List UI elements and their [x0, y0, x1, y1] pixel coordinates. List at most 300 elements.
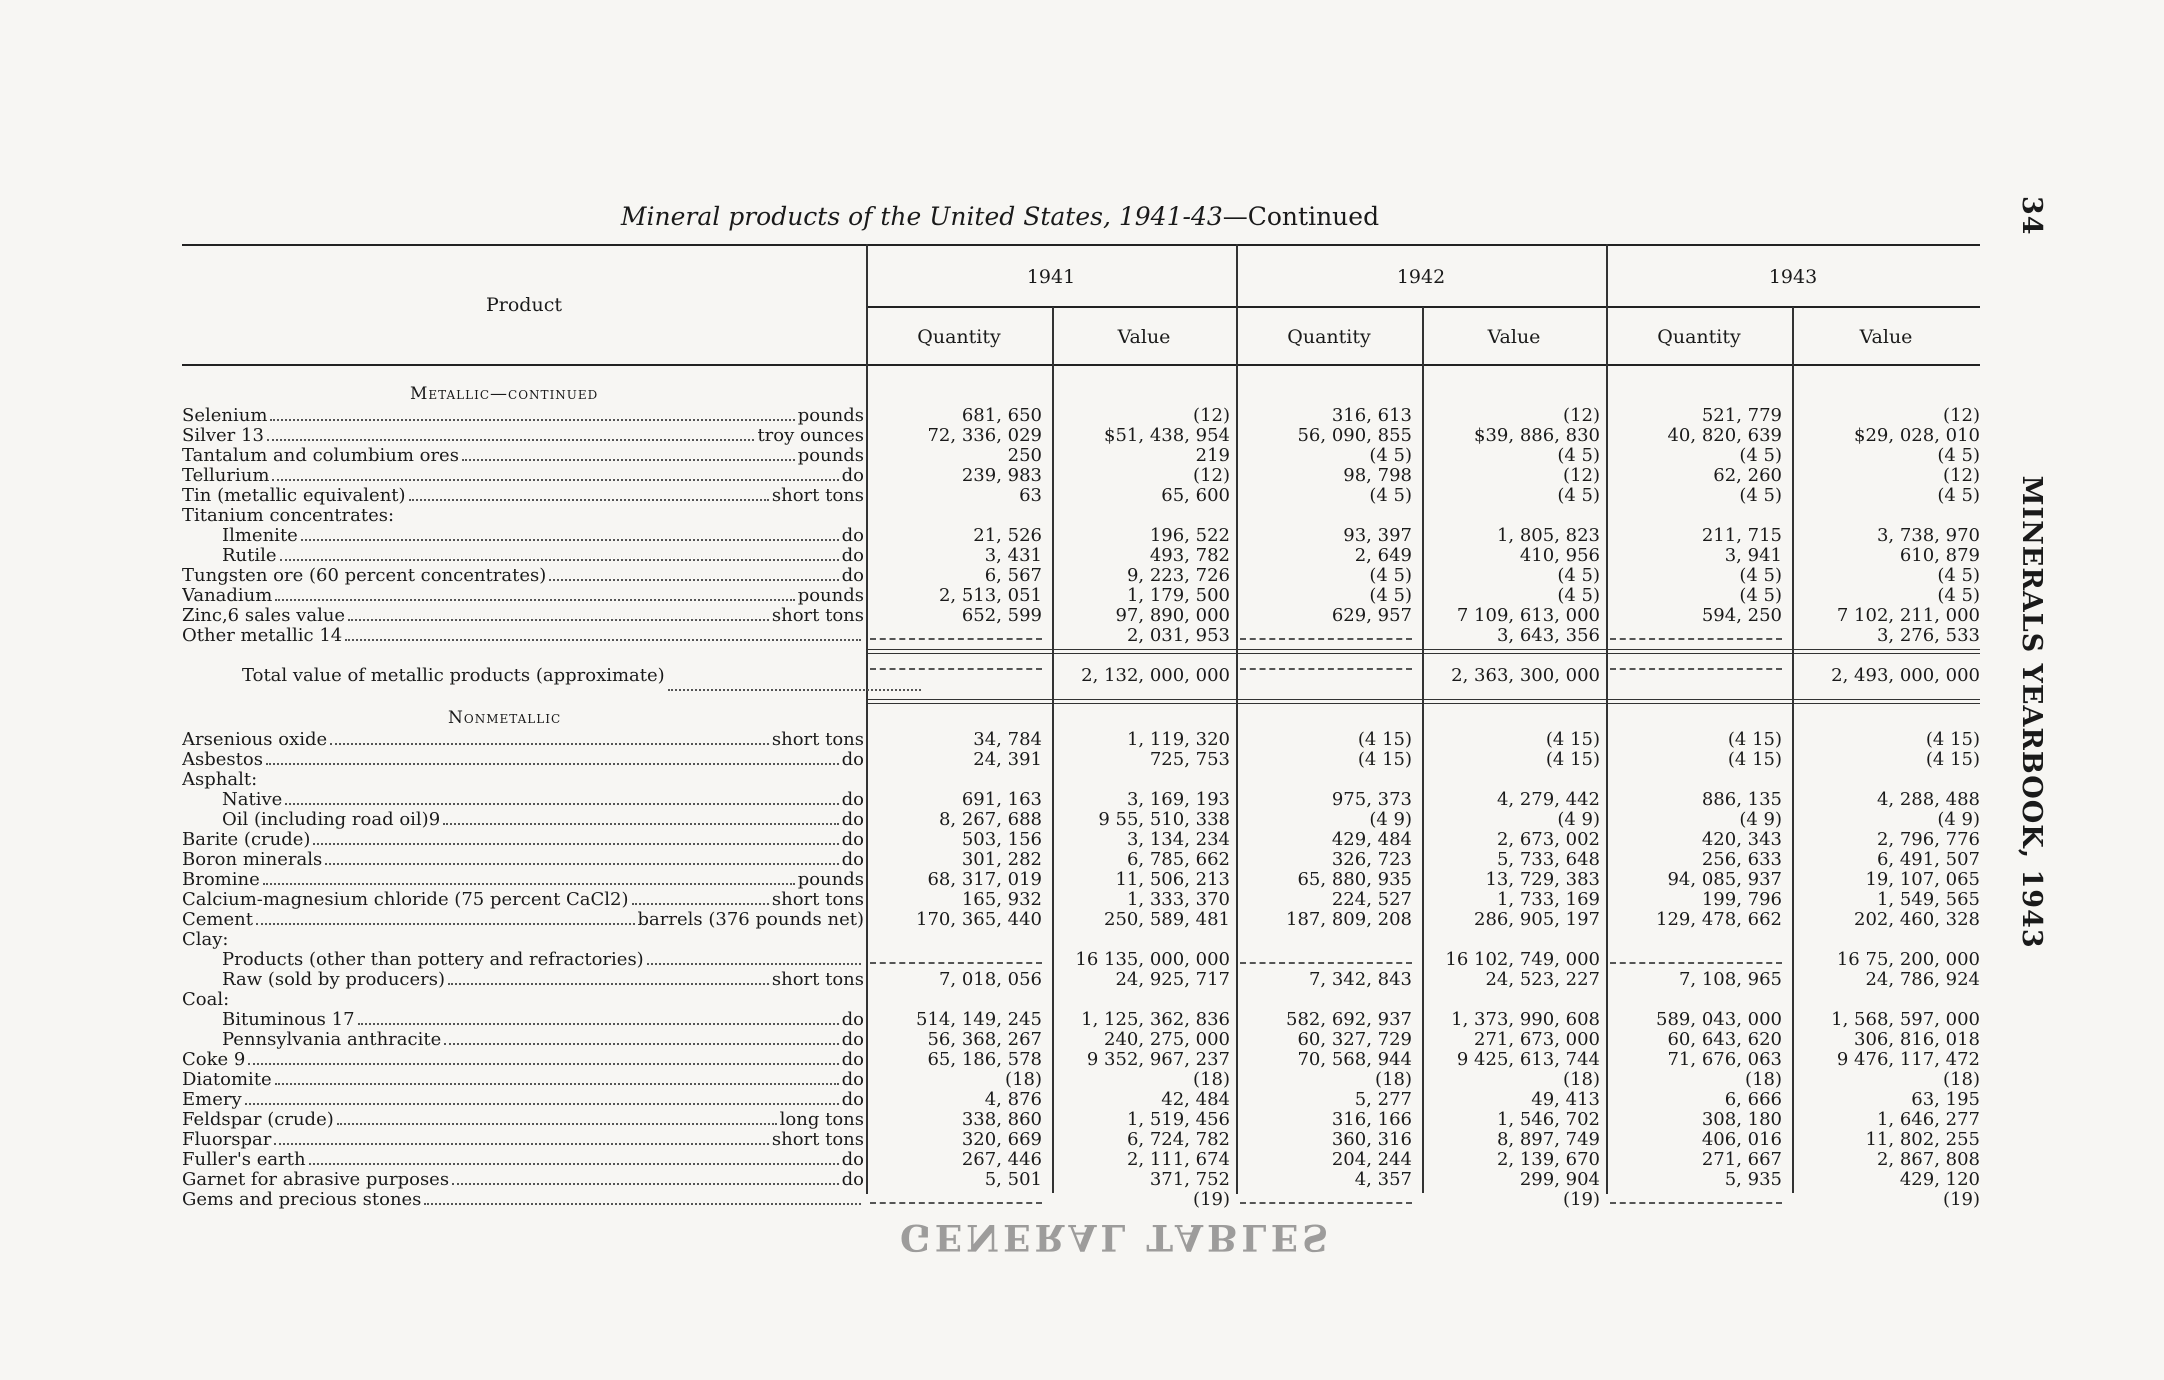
quantity-header: Quantity [1287, 326, 1371, 348]
cell-q1943: 521, 779 [1701, 405, 1782, 426]
cell-v1942: (4 5) [1557, 565, 1600, 586]
product-label [182, 970, 864, 990]
cell-v1941: 2, 111, 674 [1126, 1149, 1230, 1170]
product-label [182, 466, 864, 486]
product-name: Tin (metallic equivalent) [182, 486, 406, 506]
cell-v1941: 16 135, 000, 000 [1075, 949, 1230, 970]
cell-v1941: 9 352, 967, 237 [1086, 1049, 1230, 1070]
product-name: Barite (crude) [182, 830, 311, 850]
product-unit: do [841, 850, 864, 870]
cell-v1941: 97, 890, 000 [1115, 605, 1230, 626]
cell-v1943: 2, 867, 808 [1876, 1149, 1980, 1170]
total-q1943 [1610, 656, 1782, 670]
product-label [182, 790, 864, 810]
product-label [182, 546, 864, 566]
cell-v1943: (19) [1943, 1189, 1980, 1210]
product-unit: short tons [771, 486, 864, 506]
cell-v1941: 9, 223, 726 [1126, 565, 1230, 586]
cell-q1943: 94, 085, 937 [1667, 869, 1782, 890]
cell-q1943: 211, 715 [1701, 525, 1782, 546]
cell-v1942: (12) [1563, 405, 1600, 426]
cell-v1942: (4 5) [1557, 445, 1600, 466]
product-unit: pounds [797, 870, 864, 890]
product-unit: do [841, 810, 864, 830]
table-top-rule [182, 244, 1980, 246]
product-name: Native [222, 790, 283, 810]
table-row [0, 406, 2000, 426]
cell-v1942: (4 5) [1557, 485, 1600, 506]
cell-q1941: 165, 932 [961, 889, 1042, 910]
cell-q1942: (4 5) [1369, 585, 1412, 606]
product-header: Product [486, 294, 562, 316]
cell-q1943: 129, 478, 662 [1656, 909, 1782, 930]
product-label [182, 830, 864, 850]
cell-q1943: (4 5) [1739, 445, 1782, 466]
table-row [0, 606, 2000, 626]
cell-q1941: 65, 186, 578 [927, 1049, 1042, 1070]
product-label [182, 446, 864, 466]
product-unit: do [841, 526, 864, 546]
product-unit: barrels (376 pounds net) [637, 910, 864, 930]
cell-v1941: $51, 438, 954 [1104, 425, 1230, 446]
table-row [0, 566, 2000, 586]
total-label: Total value of metallic products (approximate) [242, 656, 924, 696]
section-heading-nonmetallic: Nonmetallic [448, 708, 562, 728]
cell-v1942: 13, 729, 383 [1485, 869, 1600, 890]
product-name: Vanadium [182, 586, 273, 606]
cell-q1943 [1610, 950, 1782, 964]
cell-q1943: (4 5) [1739, 565, 1782, 586]
cell-q1941: 2, 513, 051 [938, 585, 1042, 606]
cell-q1943: (4 15) [1727, 729, 1782, 750]
cell-q1942: 2, 649 [1354, 545, 1412, 566]
cell-v1942: (4 15) [1545, 729, 1600, 750]
table-row [0, 1030, 2000, 1050]
product-label [182, 930, 864, 950]
cell-q1942: 7, 342, 843 [1308, 969, 1412, 990]
cell-q1942 [1240, 1190, 1412, 1204]
cell-q1943: (4 15) [1727, 749, 1782, 770]
product-unit: troy ounces [757, 426, 864, 446]
running-head-text: MINERALS YEARBOOK, 1943 [2016, 475, 2047, 949]
cell-q1941: 338, 860 [961, 1109, 1042, 1130]
product-name: Oil (including road oil)9 [222, 810, 441, 830]
cell-q1941 [870, 1190, 1042, 1204]
cell-q1941: 681, 650 [961, 405, 1042, 426]
table-row [0, 950, 2000, 970]
cell-q1942: 98, 798 [1343, 465, 1412, 486]
table-row [0, 990, 2000, 1010]
product-unit: do [841, 1070, 864, 1090]
product-name: Asphalt: [182, 770, 258, 790]
product-label [182, 486, 864, 506]
metallic-rows [0, 406, 2000, 646]
cell-q1942: 629, 957 [1331, 605, 1412, 626]
cell-v1943: (12) [1943, 465, 1980, 486]
table-row [0, 1190, 2000, 1210]
total-q1942 [1240, 656, 1412, 670]
cell-v1941: 65, 600 [1161, 485, 1230, 506]
cell-v1943: (4 9) [1937, 809, 1980, 830]
quantity-header: Quantity [917, 326, 1001, 348]
cell-v1941: 2, 031, 953 [1126, 625, 1230, 646]
product-unit: do [841, 1150, 864, 1170]
cell-q1941: 68, 317, 019 [927, 869, 1042, 890]
product-name: Arsenious oxide [182, 730, 328, 750]
table-row [0, 890, 2000, 910]
cell-v1943: 1, 646, 277 [1876, 1109, 1980, 1130]
cell-q1941: (18) [1005, 1069, 1042, 1090]
product-unit: pounds [797, 586, 864, 606]
table-row [0, 1070, 2000, 1090]
cell-v1941: (18) [1193, 1069, 1230, 1090]
table-row [0, 910, 2000, 930]
product-label [182, 770, 864, 790]
cell-v1942: 2, 139, 670 [1496, 1149, 1600, 1170]
cell-v1941: 24, 925, 717 [1115, 969, 1230, 990]
cell-q1942: 429, 484 [1331, 829, 1412, 850]
cell-q1943: 62, 260 [1713, 465, 1782, 486]
cell-v1942: 1, 373, 990, 608 [1451, 1009, 1600, 1030]
cell-v1943: (4 5) [1937, 585, 1980, 606]
product-label [182, 1110, 864, 1130]
table-row [0, 1050, 2000, 1070]
table-row [0, 586, 2000, 606]
cell-v1942: 7 109, 613, 000 [1456, 605, 1600, 626]
product-unit: long tons [779, 1110, 864, 1130]
product-name: Garnet for abrasive purposes [182, 1170, 450, 1190]
total-q1941 [870, 656, 1042, 670]
product-label [182, 506, 864, 526]
table-row [0, 790, 2000, 810]
cell-v1942: 9 425, 613, 744 [1456, 1049, 1600, 1070]
table-row [0, 970, 2000, 990]
product-name: Ilmenite [222, 526, 298, 546]
cell-q1941: 3, 431 [984, 545, 1042, 566]
cell-q1942: 360, 316 [1331, 1129, 1412, 1150]
cell-v1942: 271, 673, 000 [1474, 1029, 1600, 1050]
product-unit: short tons [771, 730, 864, 750]
cell-q1943: 420, 343 [1701, 829, 1782, 850]
cell-v1941: (12) [1193, 465, 1230, 486]
cell-q1943: 256, 633 [1701, 849, 1782, 870]
table-row [0, 1010, 2000, 1030]
product-name: Raw (sold by producers) [222, 970, 446, 990]
cell-q1943: 886, 135 [1701, 789, 1782, 810]
product-name: Gems and precious stones [182, 1190, 422, 1210]
product-name: Diatomite [182, 1070, 272, 1090]
product-label [182, 890, 864, 910]
cell-q1942: 187, 809, 208 [1286, 909, 1412, 930]
cell-q1942: 204, 244 [1331, 1149, 1412, 1170]
cell-q1943: 594, 250 [1701, 605, 1782, 626]
product-name: Feldspar (crude) [182, 1110, 334, 1130]
cell-q1942: 56, 090, 855 [1297, 425, 1412, 446]
cell-q1941: 691, 163 [961, 789, 1042, 810]
cell-v1943: 3, 276, 533 [1876, 625, 1980, 646]
cell-q1941: 5, 501 [984, 1169, 1042, 1190]
cell-q1943: 60, 643, 620 [1667, 1029, 1782, 1050]
page-title-text: Mineral products of the United States, 1941-43 [620, 202, 1223, 231]
cell-q1943: 40, 820, 639 [1667, 425, 1782, 446]
cell-q1941: 514, 149, 245 [916, 1009, 1042, 1030]
cell-v1943: 610, 879 [1899, 545, 1980, 566]
product-unit: short tons [771, 890, 864, 910]
cell-q1943 [1610, 1190, 1782, 1204]
cell-q1942 [1240, 950, 1412, 964]
cell-v1943: 7 102, 211, 000 [1836, 605, 1980, 626]
table-row [0, 750, 2000, 770]
cell-q1942: 316, 166 [1331, 1109, 1412, 1130]
cell-v1943: 9 476, 117, 472 [1836, 1049, 1980, 1070]
cell-v1942: (4 15) [1545, 749, 1600, 770]
table-row [0, 1170, 2000, 1190]
cell-q1941: 503, 156 [961, 829, 1042, 850]
cell-v1943: 202, 460, 328 [1854, 909, 1980, 930]
cell-q1941: 239, 983 [961, 465, 1042, 486]
product-unit: do [841, 566, 864, 586]
product-name: Zinc,6 sales value [182, 606, 346, 626]
product-name: Coal: [182, 990, 230, 1010]
cell-v1943: 24, 786, 924 [1865, 969, 1980, 990]
cell-q1942: 316, 613 [1331, 405, 1412, 426]
year-header-1943: 1943 [1768, 266, 1818, 288]
cell-q1942: 975, 373 [1331, 789, 1412, 810]
table-row [0, 770, 2000, 790]
table-row [0, 850, 2000, 870]
cell-q1943: 3, 941 [1724, 545, 1782, 566]
cell-q1941: 34, 784 [973, 729, 1042, 750]
cell-v1943: 2, 796, 776 [1876, 829, 1980, 850]
cell-v1942: 5, 733, 648 [1496, 849, 1600, 870]
cell-q1943: 71, 676, 063 [1667, 1049, 1782, 1070]
year-header-1942: 1942 [1396, 266, 1446, 288]
cell-q1942: (4 5) [1369, 565, 1412, 586]
product-label [182, 1030, 864, 1050]
product-name: Silver 13 [182, 426, 264, 446]
cell-v1941: 1, 125, 362, 836 [1081, 1009, 1230, 1030]
product-unit: do [841, 1030, 864, 1050]
cell-v1941: (12) [1193, 405, 1230, 426]
cell-q1942: 4, 357 [1354, 1169, 1412, 1190]
product-label [182, 990, 864, 1010]
product-name: Clay: [182, 930, 229, 950]
table-body [0, 382, 2000, 1210]
cell-v1941: 1, 519, 456 [1126, 1109, 1230, 1130]
cell-v1941: 3, 134, 234 [1126, 829, 1230, 850]
product-name: Tungsten ore (60 percent concentrates) [182, 566, 547, 586]
cell-v1941: 1, 333, 370 [1126, 889, 1230, 910]
cell-q1941: 250 [1007, 445, 1042, 466]
table-row [0, 930, 2000, 950]
value-header: Value [1487, 326, 1541, 348]
cell-q1943: 5, 935 [1724, 1169, 1782, 1190]
product-unit: do [841, 830, 864, 850]
product-label [182, 1050, 864, 1070]
product-label [182, 586, 864, 606]
cell-v1942: 3, 643, 356 [1496, 625, 1600, 646]
cell-q1941: 7, 018, 056 [938, 969, 1042, 990]
product-name: Products (other than pottery and refractories) [222, 950, 644, 970]
table-row [0, 466, 2000, 486]
cell-v1942: 2, 673, 002 [1496, 829, 1600, 850]
cell-q1941: 6, 567 [984, 565, 1042, 586]
cell-q1942: 5, 277 [1354, 1089, 1412, 1110]
table-row [0, 506, 2000, 526]
product-name: Titanium concentrates: [182, 506, 395, 526]
total-rule [0, 696, 2000, 706]
product-label [182, 750, 864, 770]
product-unit: do [841, 1170, 864, 1190]
product-unit: do [841, 466, 864, 486]
product-name: Fluorspar [182, 1130, 272, 1150]
cell-q1942: 582, 692, 937 [1286, 1009, 1412, 1030]
cell-v1943: (18) [1943, 1069, 1980, 1090]
cell-v1941: 196, 522 [1149, 525, 1230, 546]
product-name: Selenium [182, 406, 268, 426]
product-label [182, 606, 864, 626]
cell-v1943: (4 5) [1937, 445, 1980, 466]
cell-v1941: 6, 724, 782 [1126, 1129, 1230, 1150]
table-row [0, 870, 2000, 890]
cell-q1942: (4 15) [1357, 729, 1412, 750]
product-label [182, 526, 864, 546]
page-title-suffix: —Continued [1222, 202, 1380, 231]
total-v1942: 2, 363, 300, 000 [1451, 665, 1600, 686]
cell-q1943: 308, 180 [1701, 1109, 1782, 1130]
product-unit: do [841, 790, 864, 810]
cell-v1942: 16 102, 749, 000 [1445, 949, 1600, 970]
cell-v1942: (18) [1563, 1069, 1600, 1090]
product-name: Asbestos [182, 750, 263, 770]
table-row [0, 526, 2000, 546]
cell-q1941 [870, 950, 1042, 964]
cell-v1943: $29, 028, 010 [1854, 425, 1980, 446]
cell-v1941: 11, 506, 213 [1115, 869, 1230, 890]
cell-q1941: 301, 282 [961, 849, 1042, 870]
product-unit: pounds [797, 446, 864, 466]
cell-q1941: 8, 267, 688 [938, 809, 1042, 830]
product-label [182, 1130, 864, 1150]
cell-v1943: (4 5) [1937, 565, 1980, 586]
cell-v1941: (19) [1193, 1189, 1230, 1210]
product-name: Emery [182, 1090, 242, 1110]
product-label [182, 910, 864, 930]
cell-q1943: 199, 796 [1701, 889, 1782, 910]
total-v1941: 2, 132, 000, 000 [1081, 665, 1230, 686]
cell-v1941: 371, 752 [1149, 1169, 1230, 1190]
product-label [182, 1070, 864, 1090]
table-row [0, 1150, 2000, 1170]
cell-v1942: (12) [1563, 465, 1600, 486]
product-name: Boron minerals [182, 850, 323, 870]
cell-v1943: 16 75, 200, 000 [1836, 949, 1980, 970]
cell-q1943: 7, 108, 965 [1678, 969, 1782, 990]
cell-v1942: 8, 897, 749 [1496, 1129, 1600, 1150]
table-row [0, 1090, 2000, 1110]
product-label [182, 1170, 864, 1190]
page-number: 34 [2016, 196, 2047, 236]
table-row [0, 626, 2000, 646]
cell-v1943: 306, 816, 018 [1854, 1029, 1980, 1050]
cell-v1942: (4 5) [1557, 585, 1600, 606]
cell-q1942: (4 5) [1369, 445, 1412, 466]
metallic-total-row [0, 656, 2000, 696]
cell-v1942: 286, 905, 197 [1474, 909, 1600, 930]
cell-v1941: 6, 785, 662 [1126, 849, 1230, 870]
cell-q1943: (4 5) [1739, 485, 1782, 506]
cell-v1943: 1, 568, 597, 000 [1831, 1009, 1980, 1030]
cell-q1941: 56, 368, 267 [927, 1029, 1042, 1050]
cell-v1943: 63, 195 [1911, 1089, 1980, 1110]
product-label [182, 626, 864, 646]
product-unit: short tons [771, 1130, 864, 1150]
table-row [0, 1110, 2000, 1130]
cell-q1941: 652, 599 [961, 605, 1042, 626]
product-name: Other metallic 14 [182, 626, 343, 646]
cell-q1943: (4 5) [1739, 585, 1782, 606]
cell-q1942 [1240, 626, 1412, 640]
product-label [182, 426, 864, 446]
product-name: Coke 9 [182, 1050, 246, 1070]
product-name: Calcium-magnesium chloride (75 percent CaCl2) [182, 890, 629, 910]
cell-v1943: 1, 549, 565 [1876, 889, 1980, 910]
nonmetallic-rows [0, 730, 2000, 1210]
table-row [0, 830, 2000, 850]
cell-v1943: (4 15) [1925, 729, 1980, 750]
product-unit: do [841, 750, 864, 770]
product-name: Pennsylvania anthracite [222, 1030, 442, 1050]
table-row [0, 486, 2000, 506]
product-label [182, 406, 864, 426]
cell-q1942: 326, 723 [1331, 849, 1412, 870]
table-row [0, 810, 2000, 830]
product-label [182, 730, 864, 750]
product-name: Fuller's earth [182, 1150, 306, 1170]
table-row [0, 546, 2000, 566]
cell-q1942: (4 9) [1369, 809, 1412, 830]
cell-q1942: 60, 327, 729 [1297, 1029, 1412, 1050]
product-unit: pounds [797, 406, 864, 426]
cell-v1942: 1, 805, 823 [1496, 525, 1600, 546]
cell-v1942: 4, 279, 442 [1496, 789, 1600, 810]
table-row [0, 446, 2000, 466]
header-bottom-rule [182, 364, 1980, 366]
product-label [182, 566, 864, 586]
cell-v1943: 3, 738, 970 [1876, 525, 1980, 546]
cell-v1941: 219 [1195, 445, 1230, 466]
cell-q1942: (4 15) [1357, 749, 1412, 770]
product-unit: short tons [771, 606, 864, 626]
total-v1943: 2, 493, 000, 000 [1831, 665, 1980, 686]
table-row [0, 426, 2000, 446]
cell-q1942: 70, 568, 944 [1297, 1049, 1412, 1070]
product-label [182, 1090, 864, 1110]
cell-v1943: 19, 107, 065 [1865, 869, 1980, 890]
cell-v1943: (4 15) [1925, 749, 1980, 770]
cell-v1943: 6, 491, 507 [1876, 849, 1980, 870]
cell-q1943: (18) [1745, 1069, 1782, 1090]
cell-v1941: 493, 782 [1149, 545, 1230, 566]
cell-q1941: 320, 669 [961, 1129, 1042, 1150]
cell-v1942: 299, 904 [1519, 1169, 1600, 1190]
subtotal-rule [0, 646, 2000, 656]
cell-q1942: (4 5) [1369, 485, 1412, 506]
cell-v1942: 49, 413 [1531, 1089, 1600, 1110]
running-head [2016, 196, 2047, 949]
product-label [182, 1010, 864, 1030]
cell-q1943: 406, 016 [1701, 1129, 1782, 1150]
